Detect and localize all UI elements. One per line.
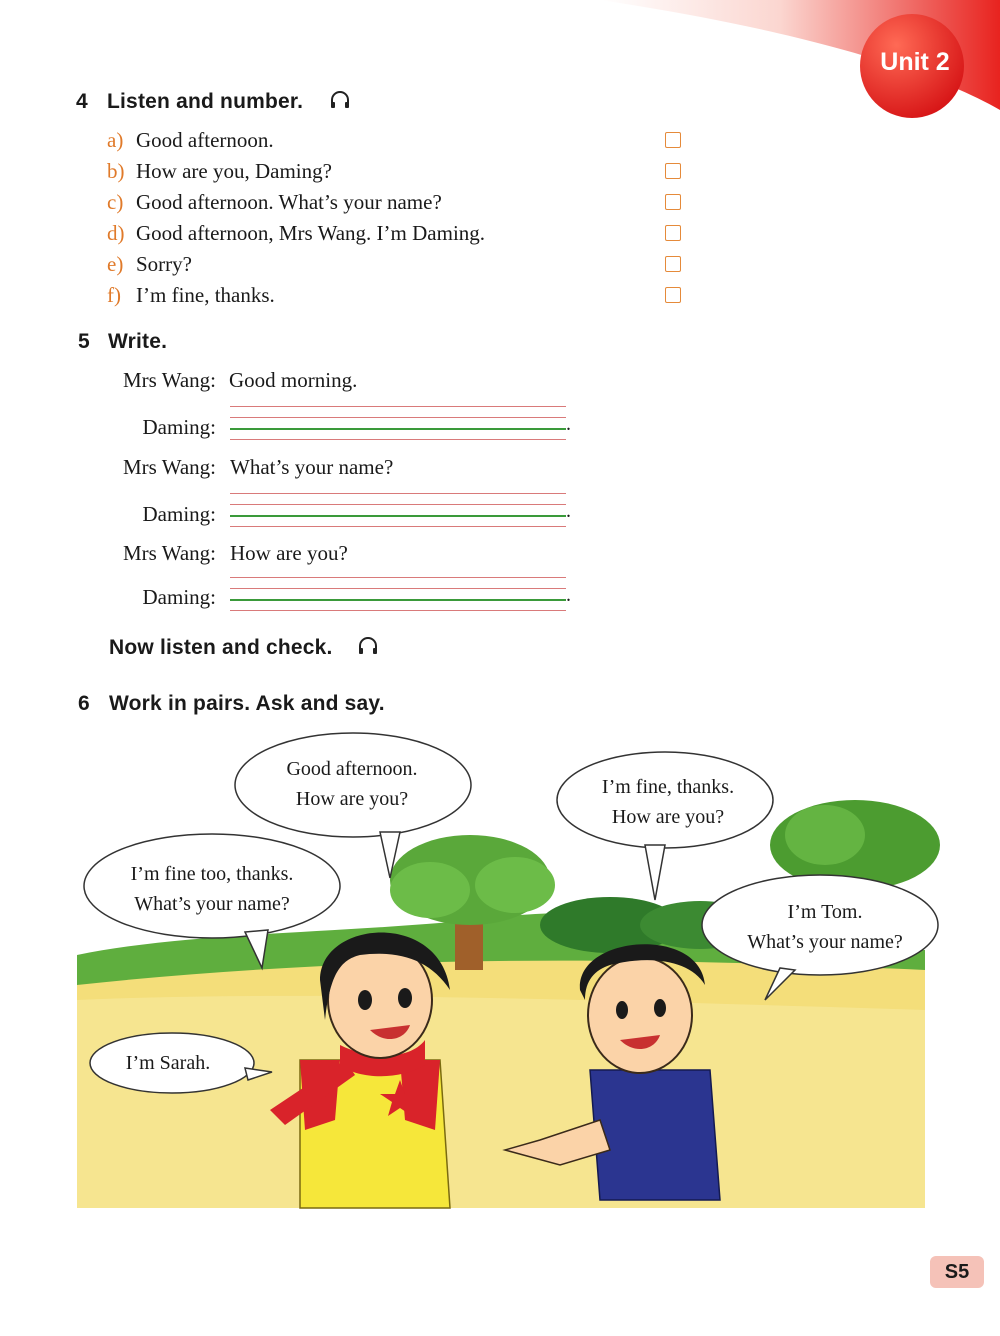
bubble-line: What’s your name?: [747, 931, 903, 953]
number-checkbox[interactable]: [665, 132, 681, 148]
dialogue-line: How are you?: [230, 541, 348, 565]
number-checkbox[interactable]: [665, 163, 681, 179]
bubble-line: How are you?: [295, 788, 409, 810]
bubble-2-text: [568, 772, 768, 832]
speaker-label: Mrs Wang:: [122, 455, 216, 479]
number-checkbox[interactable]: [665, 287, 681, 303]
section-5-number: 5: [78, 330, 90, 353]
headphones-icon: [329, 89, 351, 111]
answer-write-line[interactable]: [230, 404, 566, 440]
bubble-4-text: [720, 897, 930, 957]
section-6-title: Work in pairs. Ask and say.: [109, 692, 385, 715]
item-text: Good afternoon.: [136, 128, 274, 152]
item-letter: e): [107, 252, 124, 276]
line-end-period: .: [566, 584, 571, 606]
bubble-line: Good afternoon.: [286, 758, 418, 780]
section-4-title: Listen and number.: [107, 90, 304, 113]
answer-write-line[interactable]: [230, 575, 566, 611]
speaker-label: Daming:: [142, 585, 216, 609]
item-letter: c): [107, 190, 124, 214]
base-line: [230, 599, 566, 601]
page-number: [930, 1256, 984, 1288]
section-5-title: Write.: [108, 330, 168, 353]
dialogue-illustration: [0, 720, 1000, 1220]
answer-write-line[interactable]: [230, 491, 566, 527]
line-end-period: .: [566, 413, 571, 435]
listen-check-title: Now listen and check.: [109, 636, 333, 659]
number-checkbox[interactable]: [665, 256, 681, 272]
base-line: [230, 515, 566, 517]
guide-line: [230, 577, 566, 578]
speaker-label: Mrs Wang:: [122, 541, 216, 565]
dialogue-line: What’s your name?: [230, 455, 394, 479]
number-checkbox[interactable]: [665, 225, 681, 241]
item-text: How are you, Daming?: [136, 159, 332, 183]
guide-line: [230, 610, 566, 611]
line-end-period: .: [566, 500, 571, 522]
bubble-1-text: [252, 754, 452, 814]
guide-line: [230, 588, 566, 589]
headphones-icon: [357, 635, 379, 657]
item-letter: f): [107, 283, 121, 307]
list-item: [107, 252, 697, 282]
guide-line: [230, 504, 566, 505]
guide-line: [230, 406, 566, 407]
list-item: [107, 221, 697, 251]
item-text: Good afternoon, Mrs Wang. I’m Daming.: [136, 221, 486, 245]
page-number-label: S5: [944, 1261, 970, 1283]
guide-line: [230, 493, 566, 494]
item-letter: d): [107, 221, 125, 245]
list-item: [107, 159, 697, 189]
list-item: [107, 190, 697, 220]
section-6-number: 6: [78, 692, 90, 715]
item-letter: b): [107, 159, 125, 183]
bubble-line: I’m fine, thanks.: [601, 776, 735, 798]
bubble-5-text: [98, 1048, 238, 1078]
dialogue-line: Good morning.: [229, 368, 358, 392]
speaker-label: Mrs Wang:: [122, 368, 216, 392]
item-text: Sorry?: [136, 252, 192, 276]
section-4-number: 4: [76, 90, 88, 113]
list-item: [107, 283, 697, 313]
speaker-label: Daming:: [142, 502, 216, 526]
item-text: Good afternoon. What’s your name?: [136, 190, 442, 214]
bubble-line: I’m fine too, thanks.: [130, 863, 294, 885]
item-text: I’m fine, thanks.: [136, 283, 275, 307]
header-swoosh: [0, 0, 1000, 140]
guide-line: [230, 526, 566, 527]
speaker-label: Daming:: [142, 415, 216, 439]
list-item: [107, 128, 697, 158]
base-line: [230, 428, 566, 430]
unit-badge: Unit 2: [880, 48, 950, 76]
number-checkbox[interactable]: [665, 194, 681, 210]
bubble-3-text: [102, 859, 322, 919]
bubble-line: What’s your name?: [134, 893, 290, 915]
bubble-line: I’m Sarah.: [125, 1052, 211, 1074]
bubble-line: I’m Tom.: [787, 901, 863, 923]
bubble-line: How are you?: [611, 806, 725, 828]
guide-line: [230, 417, 566, 418]
item-letter: a): [107, 128, 124, 152]
guide-line: [230, 439, 566, 440]
